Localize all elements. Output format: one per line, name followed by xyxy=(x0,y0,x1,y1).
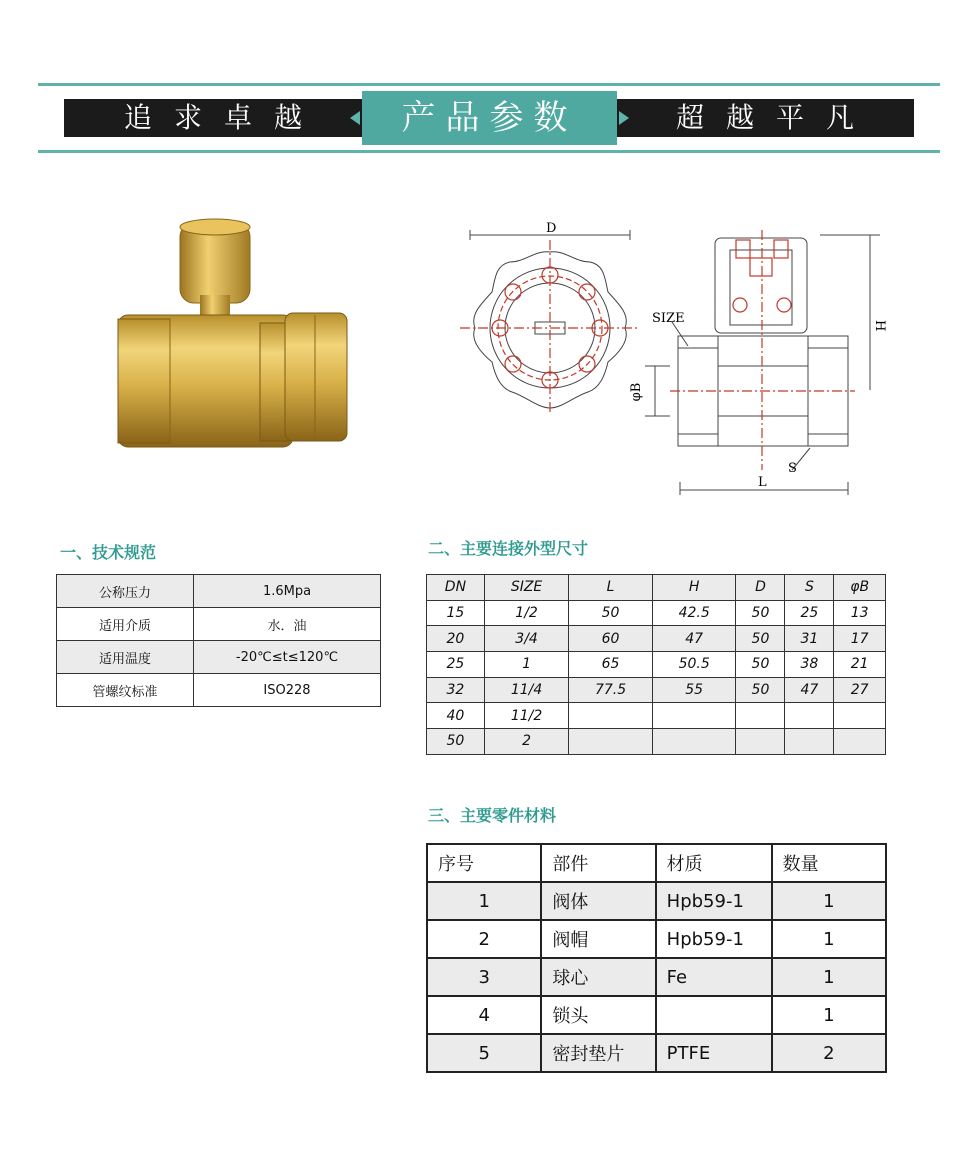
label-s: S xyxy=(788,461,797,476)
table-cell: 1 xyxy=(772,920,886,958)
column-header: L xyxy=(569,575,653,601)
table-cell xyxy=(834,703,886,729)
label-l: L xyxy=(758,475,767,490)
column-header: 数量 xyxy=(772,844,886,882)
table-cell xyxy=(652,729,736,755)
column-header: SIZE xyxy=(484,575,568,601)
table-cell: 47 xyxy=(785,677,834,703)
table-cell: 1/2 xyxy=(484,600,568,626)
table-cell: 3 xyxy=(427,958,541,996)
section-title-materials: 三、主要零件材料 xyxy=(428,806,557,825)
table-cell: 1 xyxy=(772,882,886,920)
table-cell: 5 xyxy=(427,1034,541,1072)
table-cell: 25 xyxy=(785,600,834,626)
label-b: φB xyxy=(629,382,644,402)
table-cell: 1 xyxy=(427,882,541,920)
table-cell: 球心 xyxy=(541,958,655,996)
table-cell: 阀体 xyxy=(541,882,655,920)
banner-right-slogan: 超越平凡 xyxy=(676,101,877,134)
table-row xyxy=(427,958,886,996)
table-cell: 40 xyxy=(427,703,485,729)
table-row xyxy=(427,677,886,703)
spec-label: 管螺纹标准 xyxy=(57,674,194,707)
table-cell: 20 xyxy=(427,626,485,652)
technical-drawing xyxy=(440,210,900,500)
table-cell: 1 xyxy=(484,652,568,678)
label-size: SIZE xyxy=(652,311,685,326)
table-cell: 密封垫片 xyxy=(541,1034,655,1072)
table-cell: 60 xyxy=(569,626,653,652)
table-cell: PTFE xyxy=(656,1034,772,1072)
label-h: H xyxy=(872,320,887,332)
table-cell: Hpb59-1 xyxy=(656,882,772,920)
spec-value: -20℃≤t≤120℃ xyxy=(194,641,381,674)
brass-ball-valve-image xyxy=(100,215,360,465)
table-cell: 3/4 xyxy=(484,626,568,652)
table-cell: 1 xyxy=(772,996,886,1034)
table-cell: Fe xyxy=(656,958,772,996)
table-row xyxy=(57,674,381,707)
column-header: S xyxy=(785,575,834,601)
spec-label: 适用介质 xyxy=(57,608,194,641)
column-header: 材质 xyxy=(656,844,772,882)
table-cell: 31 xyxy=(785,626,834,652)
table-row xyxy=(57,608,381,641)
section-title-dimensions: 二、主要连接外型尺寸 xyxy=(428,539,589,558)
table-row xyxy=(427,652,886,678)
table-cell: 50 xyxy=(569,600,653,626)
table-cell: 42.5 xyxy=(652,600,736,626)
dimension-table xyxy=(426,574,886,755)
table-header-row xyxy=(427,844,886,882)
table-row xyxy=(427,996,886,1034)
table-cell: 锁头 xyxy=(541,996,655,1034)
table-cell: 50 xyxy=(736,600,785,626)
spec-label: 公称压力 xyxy=(57,575,194,608)
table-cell: 25 xyxy=(427,652,485,678)
table-header-row xyxy=(427,575,886,601)
table-cell: 15 xyxy=(427,600,485,626)
table-row xyxy=(427,626,886,652)
table-cell xyxy=(736,729,785,755)
table-cell: 4 xyxy=(427,996,541,1034)
table-cell: 32 xyxy=(427,677,485,703)
label-d: D xyxy=(546,221,557,236)
table-row xyxy=(57,575,381,608)
table-cell: 11/4 xyxy=(484,677,568,703)
spec-value: 水．油 xyxy=(194,608,381,641)
table-cell: 2 xyxy=(484,729,568,755)
table-cell: 2 xyxy=(427,920,541,958)
table-cell: 55 xyxy=(652,677,736,703)
table-cell xyxy=(736,703,785,729)
table-cell xyxy=(652,703,736,729)
spec-label: 适用温度 xyxy=(57,641,194,674)
table-cell: 2 xyxy=(772,1034,886,1072)
table-cell: 77.5 xyxy=(569,677,653,703)
column-header: 部件 xyxy=(541,844,655,882)
table-row xyxy=(427,600,886,626)
column-header: 序号 xyxy=(427,844,541,882)
banner-left-slogan: 追求卓越 xyxy=(124,101,325,134)
table-cell: 21 xyxy=(834,652,886,678)
table-cell: 47 xyxy=(652,626,736,652)
tech-spec-table xyxy=(56,574,381,707)
spec-value: ISO228 xyxy=(194,674,381,707)
table-cell: 50.5 xyxy=(652,652,736,678)
table-cell: 65 xyxy=(569,652,653,678)
table-row xyxy=(57,641,381,674)
table-cell: 50 xyxy=(736,626,785,652)
table-row xyxy=(427,920,886,958)
table-cell: 50 xyxy=(736,652,785,678)
table-cell xyxy=(785,729,834,755)
column-header: H xyxy=(652,575,736,601)
table-row xyxy=(427,703,886,729)
table-row xyxy=(427,729,886,755)
table-cell: 阀帽 xyxy=(541,920,655,958)
table-cell: 11/2 xyxy=(484,703,568,729)
table-cell xyxy=(834,729,886,755)
table-cell: 13 xyxy=(834,600,886,626)
column-header: φB xyxy=(834,575,886,601)
table-row xyxy=(427,882,886,920)
table-cell: Hpb59-1 xyxy=(656,920,772,958)
table-cell xyxy=(785,703,834,729)
spec-value: 1.6Mpa xyxy=(194,575,381,608)
column-header: D xyxy=(736,575,785,601)
column-header: DN xyxy=(427,575,485,601)
bottom-rule xyxy=(38,150,940,153)
table-cell: 38 xyxy=(785,652,834,678)
table-cell xyxy=(569,703,653,729)
arrow-left-icon xyxy=(350,111,360,125)
table-cell: 1 xyxy=(772,958,886,996)
table-cell xyxy=(569,729,653,755)
materials-table xyxy=(426,843,887,1073)
top-rule xyxy=(38,83,940,86)
banner-title: 产品参数 xyxy=(362,91,617,145)
section-title-tech-spec: 一、技术规范 xyxy=(60,543,157,562)
table-cell: 50 xyxy=(427,729,485,755)
table-row xyxy=(427,1034,886,1072)
table-cell xyxy=(656,996,772,1034)
arrow-right-icon xyxy=(619,111,629,125)
table-cell: 17 xyxy=(834,626,886,652)
table-cell: 27 xyxy=(834,677,886,703)
table-cell: 50 xyxy=(736,677,785,703)
